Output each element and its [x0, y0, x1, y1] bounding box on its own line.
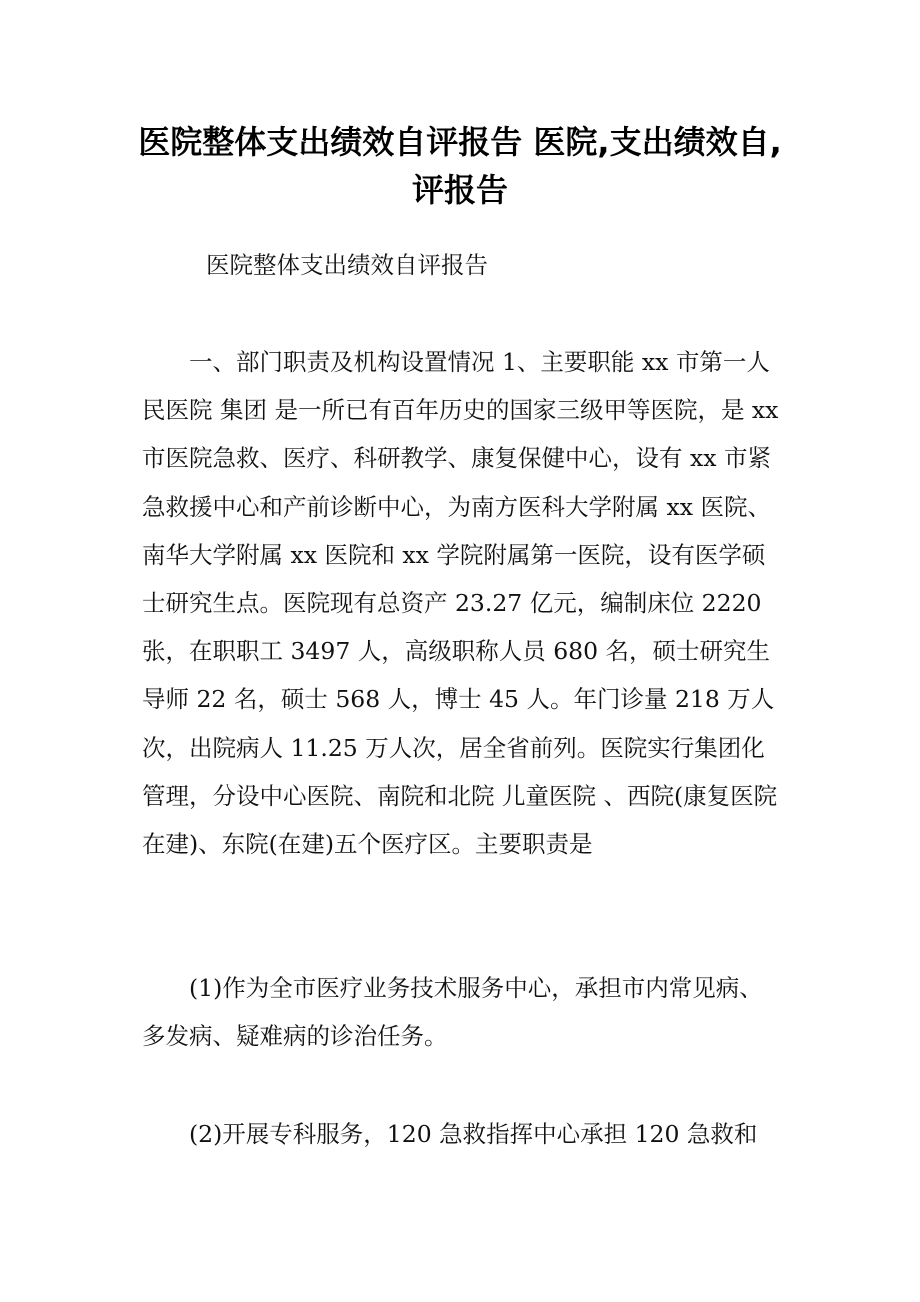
- paragraph-duties-overview: 一、部门职责及机构设置情况 1、主要职能 xx 市第一人民医院 集团 是一所已有百年历史的国家三级甲等医院，是 xx 市医院急救、医疗、科研教学、康复保健中心，设有 xx 市紧急救援中心和产前诊断中心，为南方医科大学附属 xx 医院、南华大学附属 xx 医院和 xx 学院附属第一医院，设有医学硕士研究生点。医院现有总资产 23.27 亿元，编制床位 2220 张，在职职工 3497 人，高级职称人员 680 名，硕士研究生导师 22 名，硕士 568 人，博士 45 人。年门诊量 218 万人次，出院病人 11.25 万人次，居全省前列。医院实行集团化管理，分设中心医院、南院和北院 儿童医院 、西院(康复医院 在建)、东院(在建)五个医疗区。主要职责是: [142, 348, 779, 859]
- document-title: 医院整体支出绩效自评报告 医院,支出绩效自,评报告: [138, 123, 782, 209]
- document-subtitle: 医院整体支出绩效自评报告: [206, 251, 488, 279]
- paragraph-duty-2: (2)开展专科服务，120 急救指挥中心承担 120 急救和: [189, 1120, 758, 1148]
- paragraph-duty-1: (1)作为全市医疗业务技术服务中心，承担市内常见病、多发病、疑难病的诊治任务。: [142, 974, 763, 1051]
